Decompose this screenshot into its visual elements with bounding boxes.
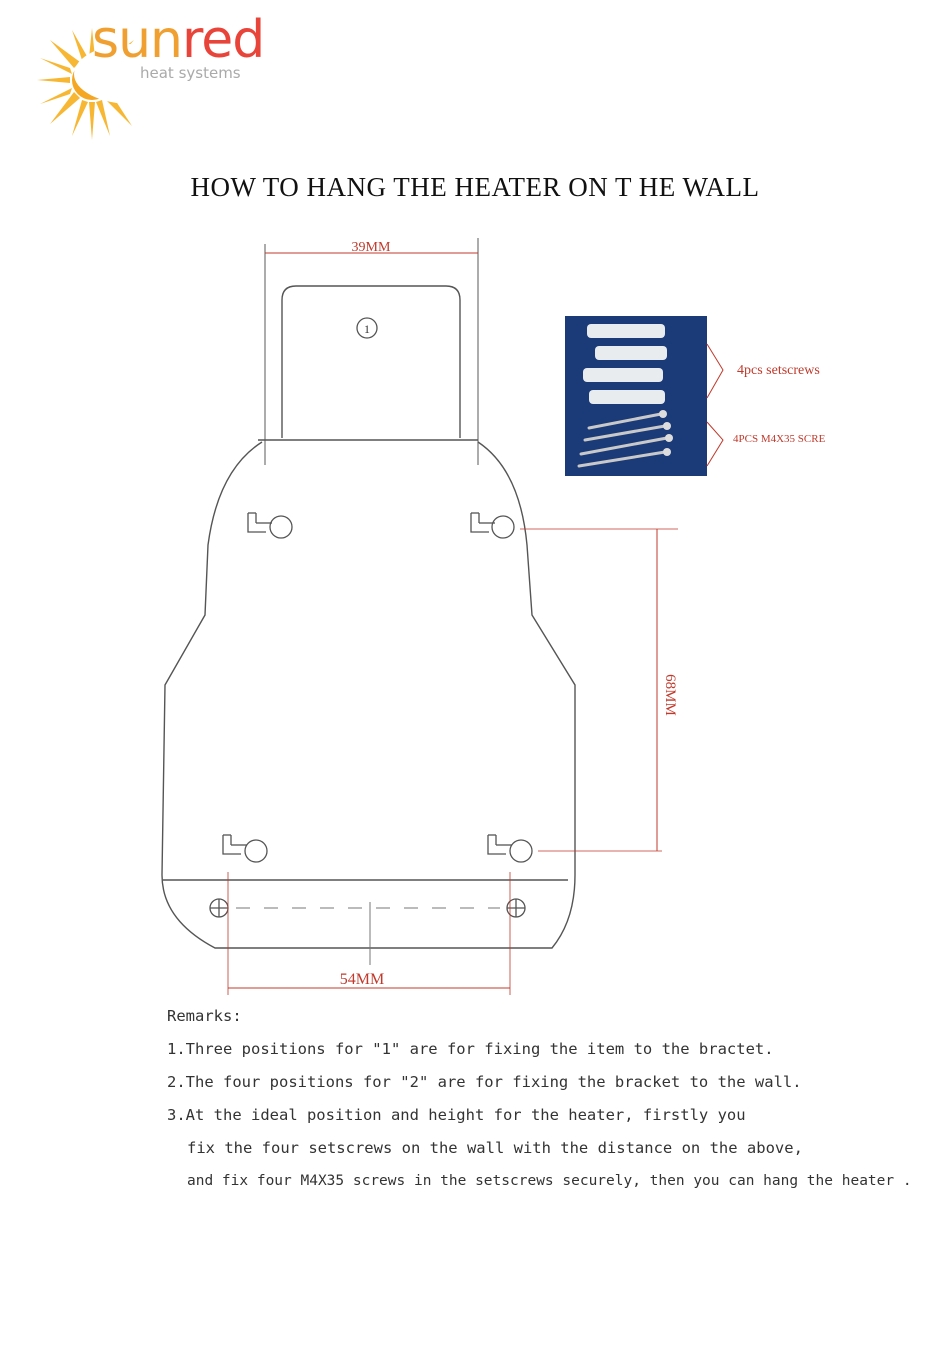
vertical-dimension-label: 68MM — [662, 674, 678, 716]
top-dimension-label: 39MM — [351, 240, 391, 255]
hardware-photo — [565, 316, 707, 476]
screws-label: 4PCS M4X35 SCRE — [733, 433, 826, 445]
remark-line-5: and fix four M4X35 screws in the setscrews securely, then you can hang the heater . — [187, 1173, 912, 1189]
remark-line-2: 2.The four positions for "2" are for fixing the bracket to the wall. — [167, 1073, 802, 1091]
keyhole-slot-top-left — [248, 513, 292, 538]
mounting-hole-left — [210, 899, 228, 917]
hardware-brackets — [705, 340, 735, 480]
logo-wordmark-part2: red — [182, 10, 265, 70]
top-dimension — [265, 240, 478, 255]
keyhole-slot-top-right — [471, 513, 514, 538]
remarks-heading: Remarks: — [167, 1007, 242, 1025]
bracket-body-outline — [162, 442, 575, 948]
keyhole-slot-bottom-right — [488, 835, 532, 862]
remark-line-3: 3.At the ideal position and height for the heater, firstly you — [167, 1106, 746, 1124]
logo-tagline: heat systems — [140, 64, 241, 82]
remarks-section — [167, 1000, 912, 1198]
remark-line-4: fix the four setscrews on the wall with the distance on the above, — [187, 1139, 803, 1157]
keyhole-slot-bottom-left — [223, 835, 267, 862]
logo-wordmark-part1: sun — [92, 10, 183, 70]
vertical-dimension — [520, 529, 678, 851]
bottom-dimension — [228, 872, 510, 995]
sunred-logo — [30, 8, 270, 143]
svg-text:1: 1 — [364, 322, 370, 336]
bracket-diagram — [0, 220, 950, 1010]
remark-line-1: 1.Three positions for "1" are for fixing the item to the bractet. — [167, 1040, 774, 1058]
page-title: HOW TO HANG THE HEATER ON T HE WALL — [190, 172, 760, 202]
position-one-marker — [357, 318, 377, 338]
logo-wordmark — [92, 10, 264, 70]
bracket-top-tab — [282, 286, 460, 438]
setscrews-label: 4pcs setscrews — [737, 363, 820, 378]
bottom-dimension-label: 54MM — [339, 971, 385, 988]
